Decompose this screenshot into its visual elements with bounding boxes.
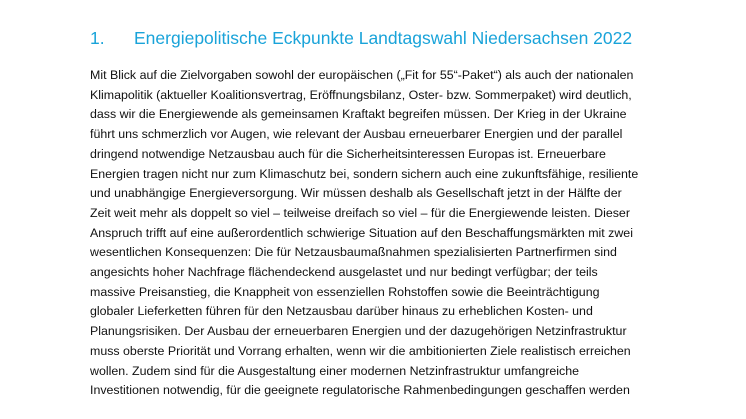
paragraph-line: Investitionen notwendig, für die geeignete regulatorische Rahmenbedingungen geschaffen werden xyxy=(90,383,630,398)
paragraph-line: Klimapolitik (aktueller Koalitionsvertrag, Eröffnungsbilanz, Oster- bzw. Sommerpaket) wird deutlich, xyxy=(90,87,632,102)
section-title: Energiepolitische Eckpunkte Landtagswahl Niedersachsen 2022 xyxy=(134,28,633,48)
paragraph-line: angesichts hoher Nachfrage flächendeckend ausgelastet und nur bedingt verfügbar; der teils xyxy=(90,265,598,280)
paragraph-line: massive Preisanstieg, die Knappheit von essenziellen Rohstoffen sowie die Beeinträchtigung xyxy=(90,284,600,299)
paragraph-line: Zeit weit mehr als doppelt so viel – teilweise dreifach so viel – für die Energiewende leisten. Dieser xyxy=(90,205,630,220)
paragraph-line: dringend notwendige Netzausbau auch für die Sicherheitsinteressen Europas ist. Erneuerbare xyxy=(90,146,606,161)
section-heading xyxy=(90,27,632,49)
section-number: 1. xyxy=(90,28,105,48)
paragraph-line: muss oberste Priorität und Vorrang erhalten, wenn wir die ambitionierten Ziele realistisch erreichen xyxy=(90,343,631,358)
paragraph-line: führt uns schmerzlich vor Augen, wie relevant der Ausbau erneuerbarer Energien und der parallel xyxy=(90,127,623,142)
paragraph-line: dass wir die Energiewende als gemeinsamen Kraftakt begreifen müssen. Der Krieg in der Ukraine xyxy=(90,107,627,122)
paragraph-line: Energien tragen nicht nur zum Klimaschutz bei, sondern sichern auch eine zukunftsfähige, resiliente xyxy=(90,166,639,181)
paragraph-line: Mit Blick auf die Zielvorgaben sowohl der europäischen („Fit for 55“-Paket“) als auch der nationalen xyxy=(90,68,634,82)
paragraph-line: wesentlichen Konsequenzen: Die für Netzausbaumaßnahmen spezialisierten Partnerfirmen sind xyxy=(90,245,617,260)
paragraph-line: globaler Lieferketten führen für den Netzausbau darüber hinaus zu erheblichen Kosten- und xyxy=(90,304,593,319)
paragraph-line: und unabhängige Energieversorgung. Wir müssen deshalb als Gesellschaft jetzt in der Hälfte der xyxy=(90,186,622,201)
paragraph-line: wollen. Zudem sind für die Ausgestaltung einer modernen Netzinfrastruktur umfangreiche xyxy=(90,363,580,378)
paragraph-line: Planungsrisiken. Der Ausbau der erneuerbaren Energien und der dazugehörigen Netzinfrastruktur xyxy=(90,324,627,339)
paragraph-line: Anspruch trifft auf eine außerordentlich schwierige Situation auf den Beschaffungsmärkten mit zwei xyxy=(90,225,633,240)
body-paragraph xyxy=(90,66,638,401)
